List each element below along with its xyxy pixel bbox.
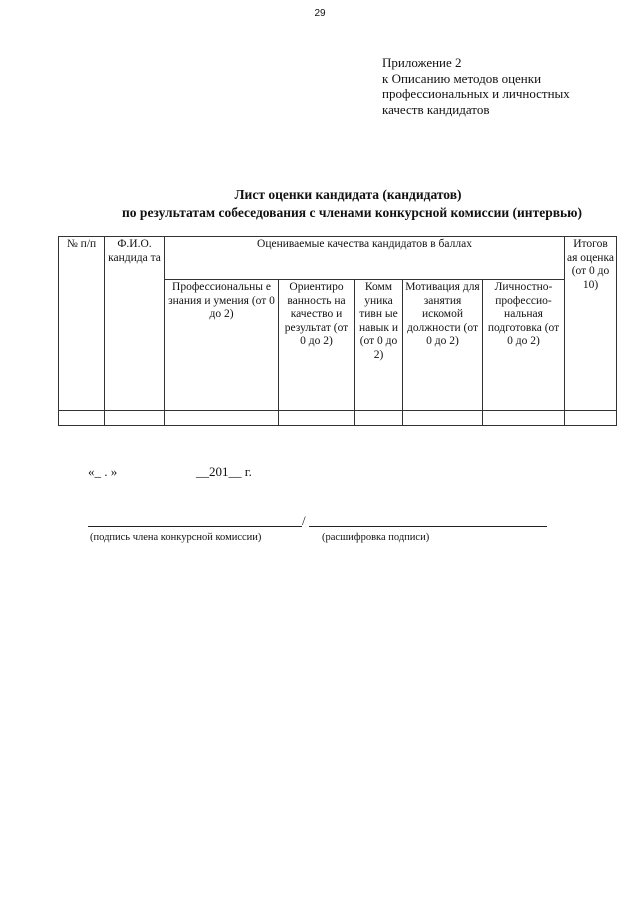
table-row (59, 411, 617, 426)
table-cell[interactable] (165, 411, 279, 426)
date-day-month: «_ . » (88, 464, 118, 479)
header-name: Ф.И.О. кандида та (105, 237, 165, 411)
table-cell[interactable] (403, 411, 483, 426)
table-cell[interactable] (483, 411, 565, 426)
header-professional-knowledge: Профессиональны е знания и умения (от 0 до 2) (165, 280, 279, 411)
appendix-line: к Описанию методов оценки (382, 70, 542, 86)
date-year: __201__ г. (196, 464, 252, 479)
header-personal-training: Личностно- профессио- нальная подготовка (от 0 до 2) (483, 280, 565, 411)
signature-line (88, 526, 302, 527)
table-cell[interactable] (105, 411, 165, 426)
evaluation-table (58, 236, 617, 426)
appendix-line: качеств кандидатов (382, 101, 490, 117)
table-cell[interactable] (565, 411, 617, 426)
table-cell[interactable] (59, 411, 105, 426)
header-qualities-group: Оцениваемые качества кандидатов в баллах (165, 237, 565, 280)
signature-decoding-caption: (расшифровка подписи) (322, 532, 430, 543)
header-communication-skills: Комм уника тивн ые навык и (от 0 до 2) (355, 280, 403, 411)
signature-caption: (подпись члена конкурсной комиссии) (90, 532, 262, 543)
appendix-note (382, 55, 632, 117)
header-total: Итогов ая оценка (от 0 до 10) (565, 237, 617, 411)
table-cell[interactable] (279, 411, 355, 426)
appendix-line: профессиональных и личностных (382, 86, 570, 101)
document-subtitle: по результатам собеседования с членами конкурсной комиссии (интервью) (122, 205, 582, 220)
table-cell[interactable] (355, 411, 403, 426)
signature-separator: / (302, 513, 306, 528)
page-number: 29 (314, 8, 326, 19)
header-motivation: Мотивация для занятия искомой должности (от 0 до 2) (403, 280, 483, 411)
appendix-line: Приложение 2 (382, 55, 462, 70)
header-number: № п/п (59, 237, 105, 411)
document-title: Лист оценки кандидата (кандидатов) (234, 187, 462, 202)
date-field (88, 464, 252, 480)
header-quality-orientation: Ориентиро ванность на качество и результат (от 0 до 2) (279, 280, 355, 411)
signature-decoding-line (309, 526, 547, 527)
